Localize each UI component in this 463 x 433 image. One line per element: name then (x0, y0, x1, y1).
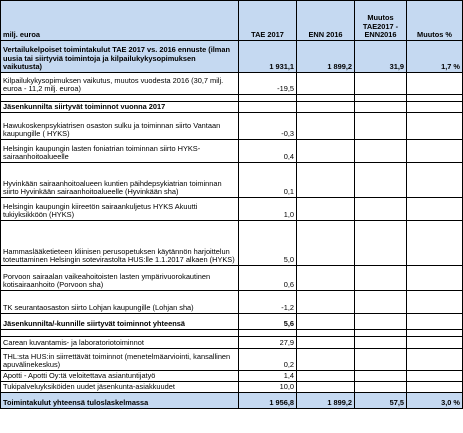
table-row (1, 330, 463, 337)
row-enn (297, 337, 355, 349)
row-pct (407, 73, 463, 95)
row-label: Hawukoskenpsykiatrisen osaston sulku ja toiminnan siirto Vantaan kaupungille ( HYKS) (1, 113, 239, 140)
table-row (1, 314, 463, 330)
table-row (1, 41, 463, 73)
row-label: Porvoon sairaalan vaikeahoitoisten lasten ympärivuorokautinen kotisairaanhoito (Porvoon sha) (1, 266, 239, 291)
row-label: THL:sta HUS:in siirrettävät toiminnot (menetelmäarviointi, kansallinen apuvälinekeskus) (1, 349, 239, 371)
row-label: Hyvinkään sairaanhoitoalueen kuntien päihdepsykiatrian toiminnan siirto Hyvinkään sairaanhoitoalueelle (Hyvinkään sha) (1, 163, 239, 198)
row-label: Helsingin kaupungin kiireetön sairaankuljetus HYKS Akuutti tukiyksikköön (HYKS) (1, 198, 239, 221)
row-pct (407, 330, 463, 337)
table-row (1, 337, 463, 349)
header-row (1, 1, 463, 41)
row-enn (297, 95, 355, 102)
header-change: Muutos TAE2017 - ENN2016 (355, 1, 407, 41)
table-row (1, 349, 463, 371)
row-enn: 1 899,2 (297, 393, 355, 409)
row-label (1, 330, 239, 337)
row-change (355, 221, 407, 266)
row-pct (407, 95, 463, 102)
row-label: Vertailukelpoiset toimintakulut TAE 2017 vs. 2016 ennuste (ilman uusia tai siirtyviä toimintoja ja kilpailukykysopimuksen vaikutusta) (1, 41, 239, 73)
row-pct (407, 221, 463, 266)
row-pct (407, 314, 463, 330)
table-row (1, 266, 463, 291)
table-row (1, 163, 463, 198)
row-pct (407, 337, 463, 349)
row-label: Apotti - Apotti Oy:tä veloitettava asiantuntijatyö (1, 371, 239, 382)
row-change (355, 330, 407, 337)
row-enn (297, 330, 355, 337)
row-enn (297, 163, 355, 198)
row-enn (297, 314, 355, 330)
row-enn (297, 382, 355, 393)
table-row (1, 291, 463, 314)
row-tae: 1,0 (239, 198, 297, 221)
row-change (355, 371, 407, 382)
row-label: Jäsenkunnilta siirtyvät toiminnot vuonna 2017 (1, 102, 239, 113)
table-row (1, 102, 463, 113)
row-change (355, 266, 407, 291)
row-change (355, 291, 407, 314)
row-change (355, 198, 407, 221)
row-label (1, 95, 239, 102)
row-enn: 1 899,2 (297, 41, 355, 73)
row-change (355, 113, 407, 140)
row-tae: -19,5 (239, 73, 297, 95)
row-tae: -1,2 (239, 291, 297, 314)
row-pct (407, 266, 463, 291)
row-change: 31,9 (355, 41, 407, 73)
header-change-pct: Muutos % (407, 1, 463, 41)
row-pct (407, 102, 463, 113)
row-enn (297, 349, 355, 371)
row-pct: 1,7 % (407, 41, 463, 73)
row-pct (407, 140, 463, 163)
row-change (355, 349, 407, 371)
row-tae: 27,9 (239, 337, 297, 349)
table-row (1, 140, 463, 163)
row-change (355, 163, 407, 198)
table-row (1, 95, 463, 102)
row-enn (297, 266, 355, 291)
row-enn (297, 371, 355, 382)
row-label: Jäsenkunnilta/-kunnille siirtyvät toiminnot yhteensä (1, 314, 239, 330)
table-row (1, 221, 463, 266)
row-enn (297, 73, 355, 95)
row-tae (239, 95, 297, 102)
row-label: Toimintakulut yhteensä tuloslaskelmassa (1, 393, 239, 409)
row-change (355, 102, 407, 113)
row-label: Hammaslääketieteen kliinisen perusopetuksen käytännön harjoittelun toteuttaminen Helsingin sotevirastolta HUS:lle 1.1.2017 alkaen (HYKS) (1, 221, 239, 266)
row-enn (297, 291, 355, 314)
row-enn (297, 221, 355, 266)
table-row (1, 113, 463, 140)
row-tae: 1 931,1 (239, 41, 297, 73)
row-tae (239, 102, 297, 113)
row-tae (239, 330, 297, 337)
row-change (355, 382, 407, 393)
row-tae: 1 956,8 (239, 393, 297, 409)
row-change: 57,5 (355, 393, 407, 409)
row-change (355, 95, 407, 102)
table-row (1, 393, 463, 409)
row-tae: 0,2 (239, 349, 297, 371)
header-unit: milj. euroa (1, 1, 239, 41)
row-tae: 0,1 (239, 163, 297, 198)
row-change (355, 337, 407, 349)
row-pct: 3,0 % (407, 393, 463, 409)
table-row (1, 371, 463, 382)
row-pct (407, 349, 463, 371)
header-tae-2017: TAE 2017 (239, 1, 297, 41)
row-tae: 0,6 (239, 266, 297, 291)
row-enn (297, 113, 355, 140)
row-enn (297, 102, 355, 113)
row-tae: 10,0 (239, 382, 297, 393)
table-row (1, 382, 463, 393)
row-label: Kilpailukykysopimuksen vaikutus, muutos vuodesta 2016 (30,7 milj. euroa - 11,2 milj. euroa) (1, 73, 239, 95)
row-tae: 5,6 (239, 314, 297, 330)
table-row (1, 73, 463, 95)
row-label: Helsingin kaupungin lasten foniatrian toiminnan siirto HYKS-sairaanhoitoalueelle (1, 140, 239, 163)
row-tae: 5,0 (239, 221, 297, 266)
row-enn (297, 140, 355, 163)
row-tae: 0,4 (239, 140, 297, 163)
row-change (355, 140, 407, 163)
row-pct (407, 382, 463, 393)
header-enn-2016: ENN 2016 (297, 1, 355, 41)
row-tae: 1,4 (239, 371, 297, 382)
row-change (355, 314, 407, 330)
row-tae: -0,3 (239, 113, 297, 140)
row-pct (407, 198, 463, 221)
row-pct (407, 113, 463, 140)
row-change (355, 73, 407, 95)
table-row (1, 198, 463, 221)
row-label: Carean kuvantamis- ja laboratoriotoiminnot (1, 337, 239, 349)
row-label: TK seurantaosaston siirto Lohjan kaupungille (Lohjan sha) (1, 291, 239, 314)
row-enn (297, 198, 355, 221)
row-pct (407, 291, 463, 314)
row-pct (407, 371, 463, 382)
row-label: Tukipalveluyksiköiden uudet jäsenkunta-asiakkuudet (1, 382, 239, 393)
row-pct (407, 163, 463, 198)
